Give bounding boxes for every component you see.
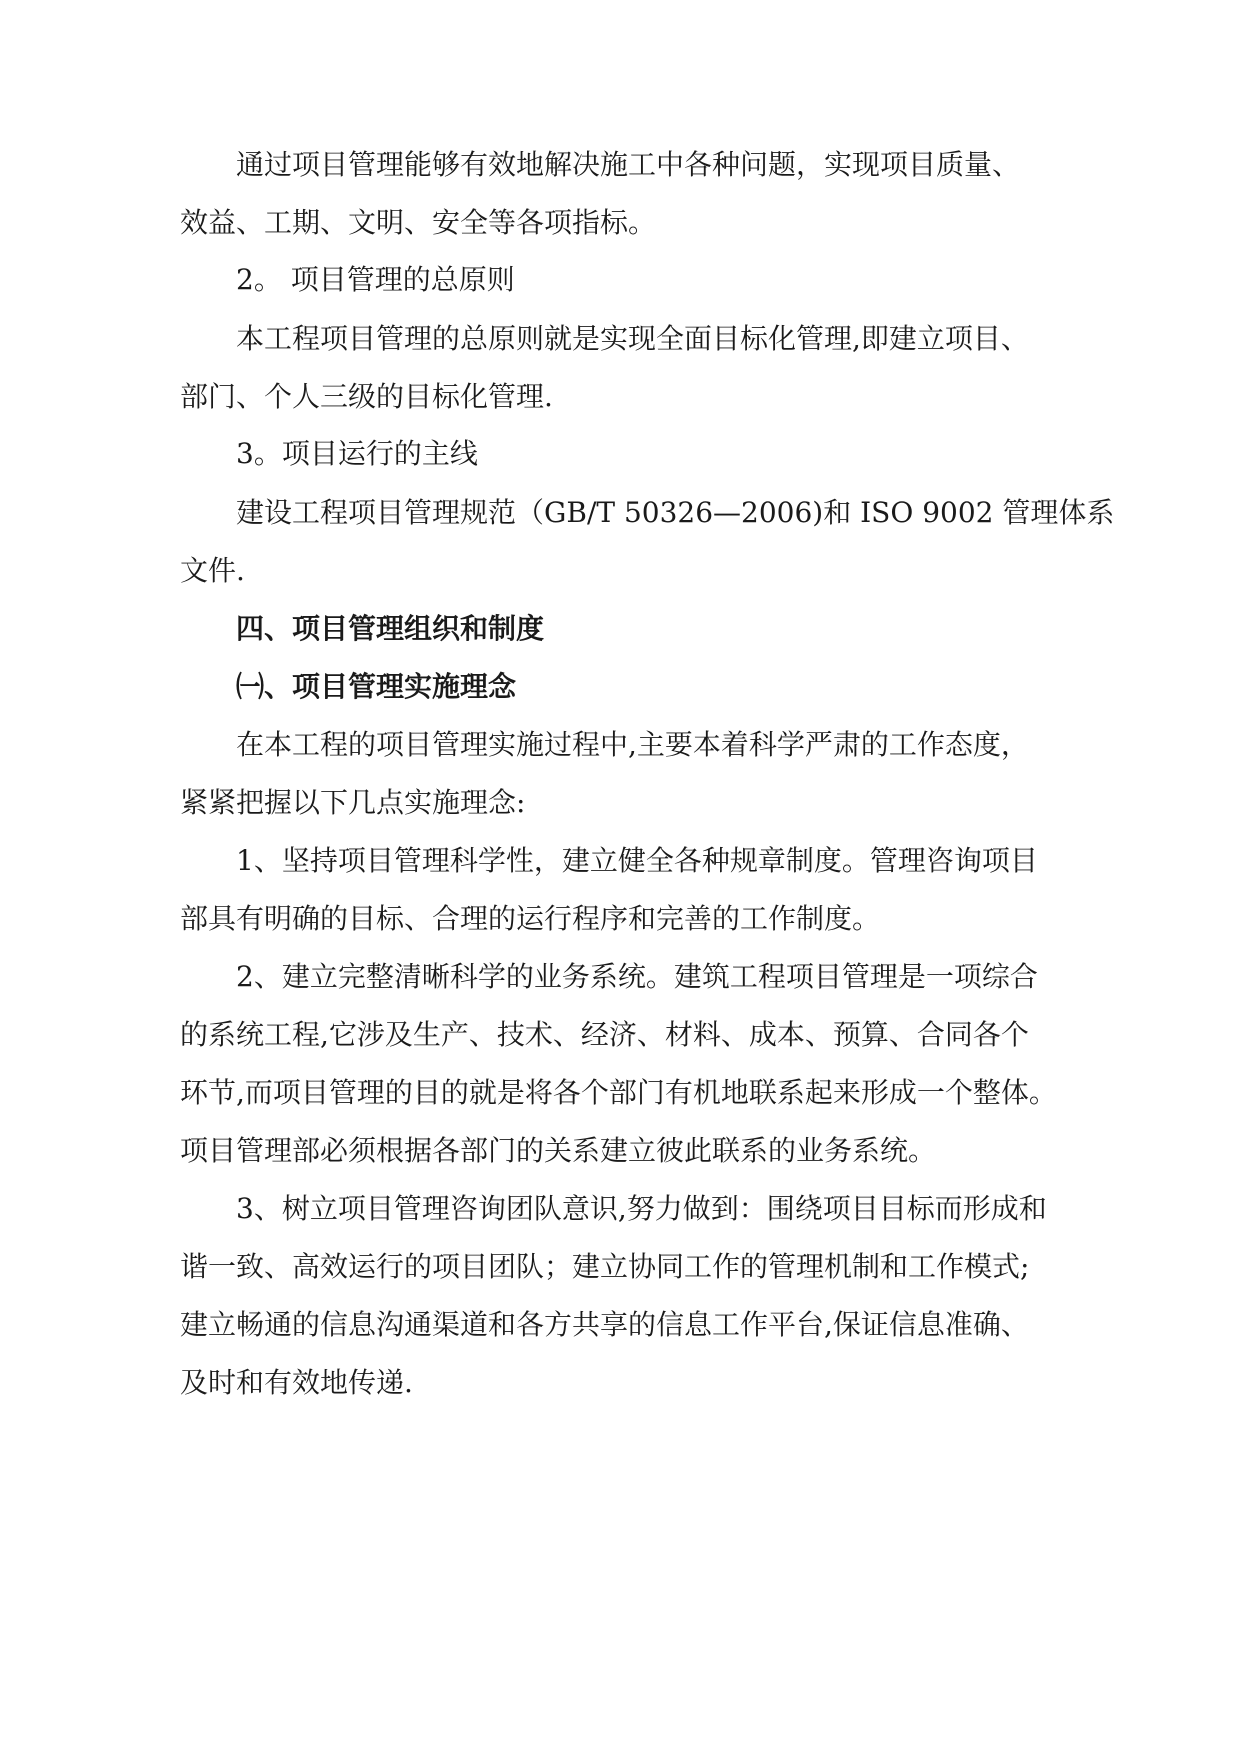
paragraph-line: 建立畅通的信息沟通渠道和各方共享的信息工作平台,保证信息准确、 xyxy=(180,1308,1029,1341)
paragraph-line: 环节,而项目管理的目的就是将各个部门有机地联系起来形成一个整体。 xyxy=(180,1076,1057,1109)
paragraph-line: 建设工程项目管理规范（GB/T 50326—2006)和 ISO 9002 管理体系 xyxy=(236,496,1115,529)
paragraph-line: 本工程项目管理的总原则就是实现全面目标化管理,即建立项目、 xyxy=(236,322,1029,355)
paragraph-line: 谐一致、高效运行的项目团队；建立协同工作的管理机制和工作模式; xyxy=(180,1250,1030,1283)
numbered-heading: 2。 项目管理的总原则 xyxy=(236,263,515,296)
paragraph-line: 文件. xyxy=(180,554,245,587)
paragraph-line: 的系统工程,它涉及生产、技术、经济、材料、成本、预算、合同各个 xyxy=(180,1018,1029,1051)
paragraph-line: 效益、工期、文明、安全等各项指标。 xyxy=(180,206,657,239)
subsection-heading: ㈠、项目管理实施理念 xyxy=(236,670,517,703)
paragraph-line: 1、坚持项目管理科学性，建立健全各种规章制度。管理咨询项目 xyxy=(236,844,1038,877)
paragraph-line: 及时和有效地传递. xyxy=(180,1366,413,1399)
paragraph-line: 部具有明确的目标、合理的运行程序和完善的工作制度。 xyxy=(180,902,881,935)
paragraph-line: 3、树立项目管理咨询团队意识,努力做到：围绕项目目标而形成和 xyxy=(236,1192,1047,1225)
paragraph-line: 项目管理部必须根据各部门的关系建立彼此联系的业务系统。 xyxy=(180,1134,937,1167)
numbered-heading: 3。项目运行的主线 xyxy=(236,437,478,470)
paragraph-line: 2、建立完整清晰科学的业务系统。建筑工程项目管理是一项综合 xyxy=(236,960,1038,993)
paragraph-line: 通过项目管理能够有效地解决施工中各种问题，实现项目质量、 xyxy=(236,148,1021,181)
paragraph-line: 在本工程的项目管理实施过程中,主要本着科学严肃的工作态度， xyxy=(236,728,1029,761)
paragraph-line: 部门、个人三级的目标化管理. xyxy=(180,380,553,413)
paragraph-line: 紧紧把握以下几点实施理念: xyxy=(180,786,526,819)
section-heading: 四、项目管理组织和制度 xyxy=(236,612,545,645)
